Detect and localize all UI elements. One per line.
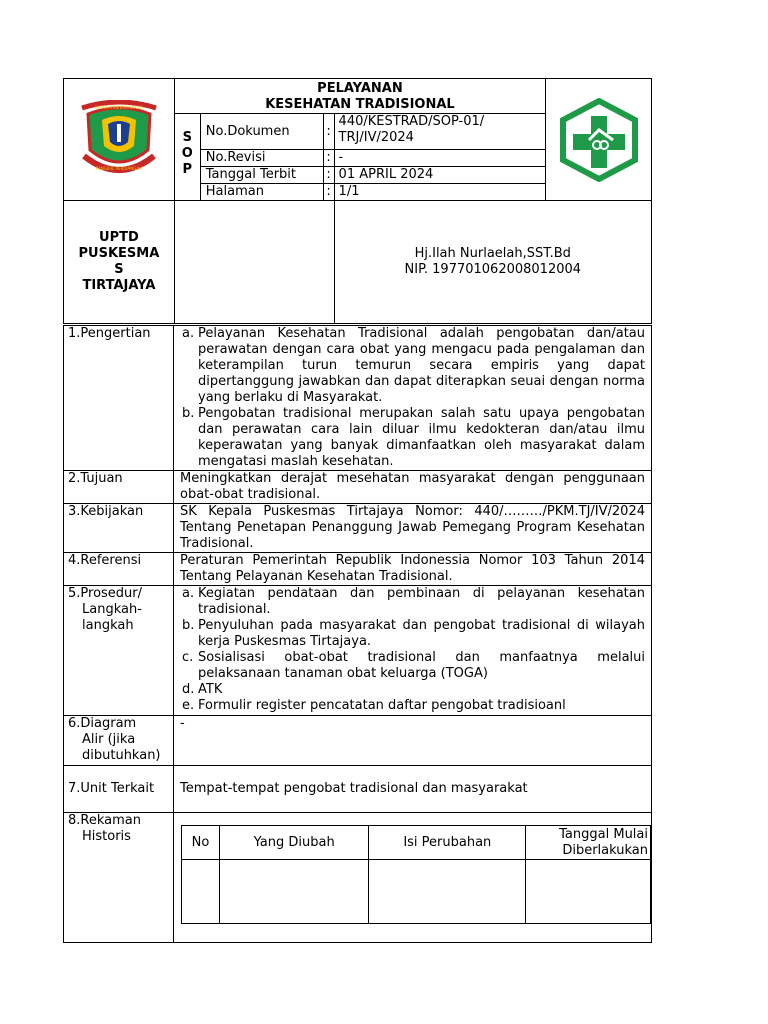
row-rekaman-historis [64,813,652,943]
section-key: 3.Kebijakan [64,504,174,553]
section-value: Peraturan Pemerintah Republik Indonessia Nomor 103 Tahun 2014 Tentang Pelayanan Kesehatan Tradisional. [174,553,652,586]
field-label-halaman: Halaman [200,184,323,201]
history-col-header: No [182,826,220,860]
sop-header-table [63,78,652,324]
signer-name: Hj.Ilah Nurlaelah,SST.Bd [414,246,571,261]
organization-name: UPTD PUSKESMA S TIRTAJAYA [64,201,175,324]
puskesmas-logo [557,98,641,182]
kabupaten-logo-cell [64,79,175,201]
list-item: d. ATK [182,682,223,697]
logo-top-text: KABUPATEN KARAWANG [95,104,143,110]
section-value: SK Kepala Puskesmas Tirtajaya Nomor: 440/………/PKM.TJ/IV/2024 Tentang Penetapan Penanggung Jawab Pemegang Program Kesehatan Tradisional. [174,504,652,553]
revision-history-table [181,825,651,924]
field-label-no-dokumen: No.Dokumen [200,114,323,150]
section-key: 6.Diagram Alir (jika dibutuhkan) [64,716,174,766]
field-colon: : [323,150,334,167]
history-cell [219,860,369,924]
row-tujuan [64,471,652,504]
history-col-header: Isi Perubahan [369,826,526,860]
section-key: 1.Pengertian [64,326,174,471]
row-unit-terkait [64,766,652,813]
history-col-header: Yang Diubah [219,826,369,860]
field-colon: : [323,167,334,184]
sop-label: S O P [174,114,200,201]
row-prosedur [64,586,652,716]
field-colon: : [323,184,334,201]
section-key: 4.Referensi [64,553,174,586]
document-title [174,79,545,114]
logo-bottom-text: PANGKAL PERJUANGAN [95,165,142,171]
row-pengertian [64,326,652,471]
title-line-1: PELAYANAN [317,81,403,96]
list-item: e. Formulir register pencatatan daftar pengobat tradisioanl [182,698,566,713]
signer-block [334,201,651,324]
history-col-header: Tanggal Mulai Diberlakukan [526,826,651,860]
section-value: - [174,716,652,766]
list-item: c. Sosialisasi obat-obat tradisional dan manfaatnya melalui pelaksanaan tanaman obat keluarga (TOGA) [182,650,645,681]
field-value-halaman: 1/1 [334,184,546,201]
history-cell [369,860,526,924]
section-value [174,813,652,943]
history-cell [526,860,651,924]
field-value-no-revisi: - [334,150,546,167]
signature-area [174,201,334,324]
list-item: b. Pengobatan tradisional merupakan salah satu upaya pengobatan dan perawatan cara lain diluar ilmu kedokteran dan/atau ilmu keperawatan yang banyak dimanfaatkan oleh masyarakat dalam mengatasi maslah kesehatan. [182,406,645,469]
section-value: Meningkatkan derajat mesehatan masyarakat dengan penggunaan obat-obat tradisional. [174,471,652,504]
section-value [174,326,652,471]
field-value-tanggal-terbit: 01 APRIL 2024 [334,167,546,184]
title-line-2: KESEHATAN TRADISIONAL [265,97,455,112]
field-label-tanggal-terbit: Tanggal Terbit [200,167,323,184]
row-kebijakan [64,504,652,553]
table-row [182,860,651,924]
list-item: a. Pelayanan Kesehatan Tradisional adalah pengobatan dan/atau perawatan dengan cara obat yang mengacu pada pengalaman dan keterampilan turun temurun secara empiris yang dapat dipertanggung jawabkan dan dapat diterapkan seuai dengan norma yang berlaku di Masyarakat. [182,326,645,405]
field-colon: : [323,114,334,150]
field-label-no-revisi: No.Revisi [200,150,323,167]
signer-nip: NIP. 197701062008012004 [404,262,582,277]
puskesmas-logo-cell [546,79,652,201]
section-key: 8.Rekaman Historis [64,813,174,943]
section-key: 7.Unit Terkait [64,766,174,813]
row-diagram [64,716,652,766]
row-referensi [64,553,652,586]
section-key: 2.Tujuan [64,471,174,504]
list-item: a. Kegiatan pendataan dan pembinaan di pelayanan kesehatan tradisional. [182,586,645,617]
section-value: Tempat-tempat pengobat tradisional dan masyarakat [174,766,652,813]
history-cell [182,860,220,924]
field-value-no-dokumen: 440/KESTRAD/SOP-01/ TRJ/IV/2024 [334,114,546,150]
list-item: b. Penyuluhan pada masyarakat dan pengobat tradisional di wilayah kerja Puskesmas Tirtajaya. [182,618,645,649]
sop-content-table [63,325,652,943]
section-key: 5.Prosedur/ Langkah- langkah [64,586,174,716]
kabupaten-karawang-logo [78,100,160,180]
section-value [174,586,652,716]
